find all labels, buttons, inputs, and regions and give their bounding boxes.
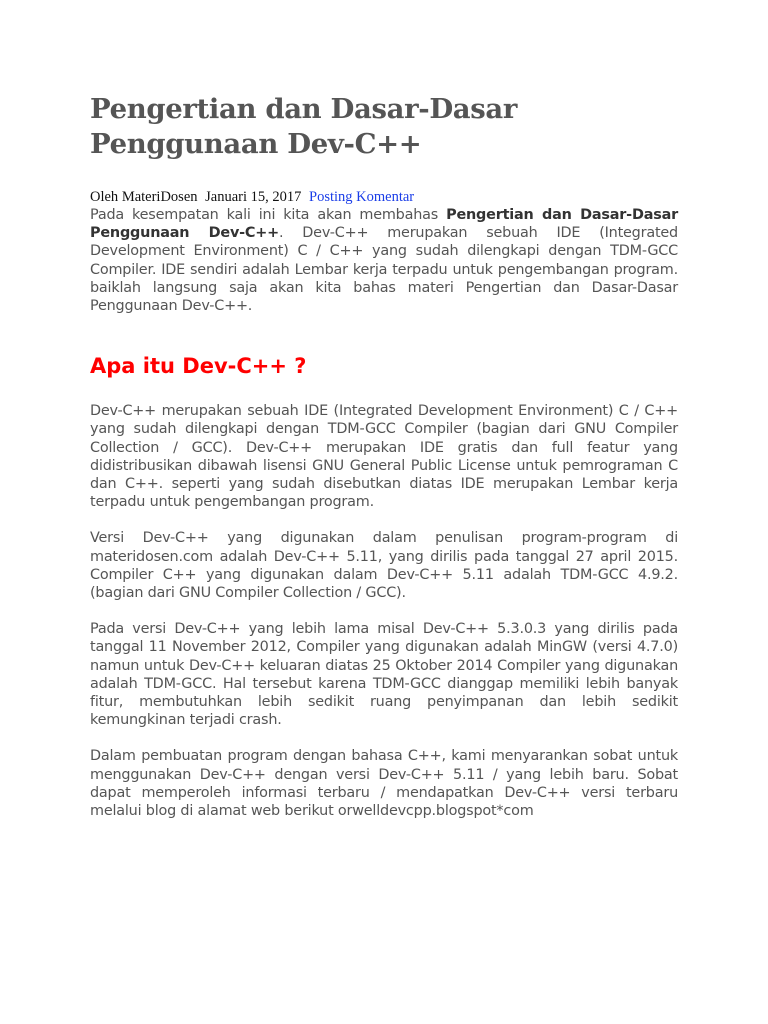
intro-rest: . Dev-C++ merupakan sebuah IDE (Integrated Development Environment) C / C++ yang sudah dilengkapi dengan TDM-GCC Compiler. IDE sendiri adalah Lembar kerja terpadu untuk pengembangan program. baiklah langsung saja akan kita bahas materi Pengertian dan Dasar-Dasar Penggunaan Dev-C++. bbox=[90, 225, 678, 315]
post-date[interactable]: Januari 15, 2017 bbox=[205, 189, 302, 205]
author-prefix: Oleh bbox=[90, 189, 119, 205]
intro-lead: Pada kesempatan kali ini kita akan membahas bbox=[90, 207, 447, 223]
section-heading: Apa itu Dev-C++ ? bbox=[90, 354, 307, 379]
body-paragraph-2: Versi Dev-C++ yang digunakan dalam penulisan program-program di materidosen.com adalah Dev-C++ 5.11, yang dirilis pada tanggal 27 april 2015. Compiler C++ yang digunakan dalam Dev-C++ 5.11 adalah TDM-GCC 4.9.2. (bagian dari GNU Compiler Collection / GCC). bbox=[90, 530, 678, 602]
author-name[interactable]: MateriDosen bbox=[121, 189, 198, 205]
post-comment-link[interactable]: Posting Komentar bbox=[309, 189, 415, 205]
intro-bold: Pengertian dan Dasar-Dasar Penggunaan Dev-C++ bbox=[90, 207, 678, 242]
body-paragraph-1: Dev-C++ merupakan sebuah IDE (Integrated Development Environment) C / C++ yang sudah dilengkapi dengan TDM-GCC Compiler (bagian dari GNU Compiler Collection / GCC). Dev-C++ merupakan IDE gratis dan full featur yang didistribusikan dibawah lisensi GNU General Public License untuk pemrograman C dan C++. seperti yang sudah disebutkan diatas IDE merupakan Lembar kerja terpadu untuk pengembangan program. bbox=[90, 403, 678, 511]
post-title: Pengertian dan Dasar-Dasar Penggunaan Dev-C++ bbox=[90, 93, 518, 160]
body-paragraph-4: Dalam pembuatan program dengan bahasa C++, kami menyarankan sobat untuk menggunakan Dev-C++ dengan versi Dev-C++ 5.11 / yang lebih baru. Sobat dapat memperoleh informasi terbaru / mendapatkan Dev-C++ versi terbaru melalui blog di alamat web berikut orwelldevcpp.blogspot*com bbox=[90, 748, 678, 820]
article bbox=[90, 92, 678, 820]
post-byline bbox=[90, 189, 678, 206]
body-paragraph-3: Pada versi Dev-C++ yang lebih lama misal Dev-C++ 5.3.0.3 yang dirilis pada tanggal 11 November 2012, Compiler yang digunakan adalah MinGW (versi 4.7.0) namun untuk Dev-C++ keluaran diatas 25 Oktober 2014 Compiler yang digunakan adalah TDM-GCC. Hal tersebut karena TDM-GCC dianggap memiliki lebih banyak fitur, membutuhkan lebih sedikit ruang penyimpanan dan lebih sedikit kemungkinan terjadi crash. bbox=[90, 621, 678, 729]
intro-paragraph bbox=[90, 206, 678, 315]
